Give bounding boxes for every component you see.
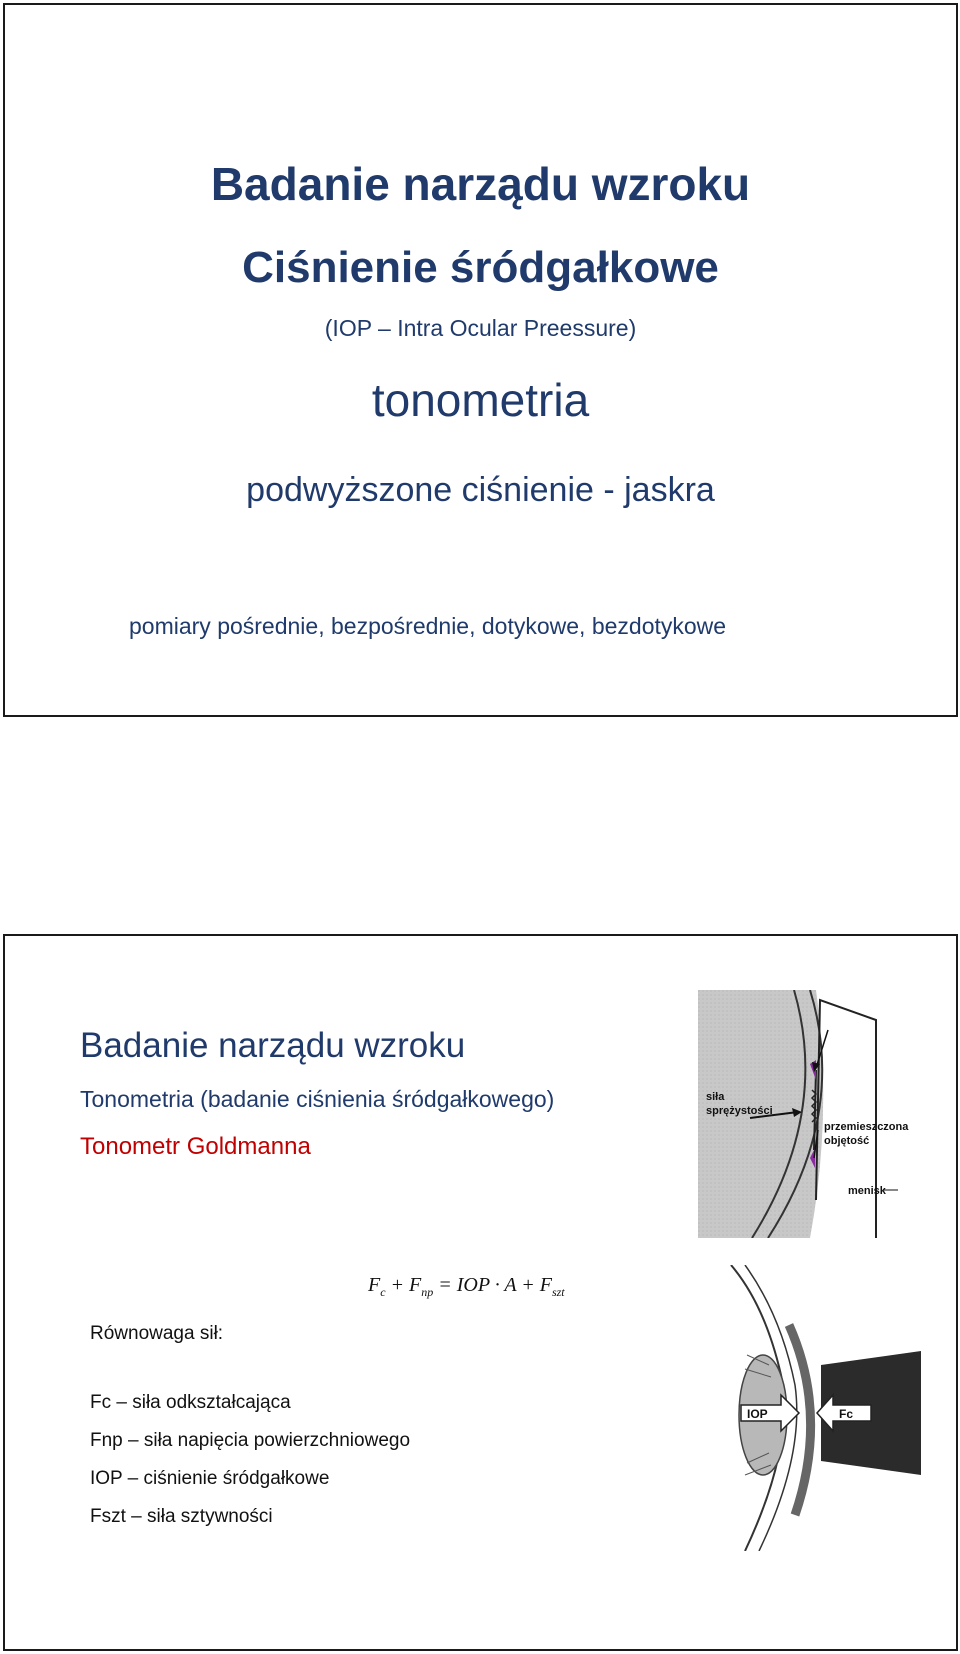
definition-fc: Fc – siła odkształcająca <box>90 1392 291 1413</box>
iop-label: IOP <box>747 1407 768 1421</box>
label-objetosc: objętość <box>824 1135 870 1147</box>
slide1-subtitle: Ciśnienie śródgałkowe <box>242 243 719 292</box>
fc-label: Fc <box>839 1407 854 1421</box>
slide-1 <box>3 3 958 717</box>
slide2-red-heading: Tonometr Goldmanna <box>80 1133 311 1160</box>
label-menisk: menisk <box>848 1185 886 1197</box>
equilibrium-formula: $F_c + F_{np}$ = IOP · $A + F_{szt}$ <box>368 1274 565 1299</box>
definition-fnp: Fnp – siła napięcia powierzchniowego <box>90 1430 411 1451</box>
slide-2 <box>3 934 958 1651</box>
slide1-title: Badanie narządu wzroku <box>210 158 751 210</box>
slide1-paren: (IOP – Intra Ocular Preessure) <box>324 315 637 341</box>
label-sila: siła <box>706 1091 725 1103</box>
definitions-list <box>90 1384 410 1536</box>
goldmann-contact-diagram <box>698 990 922 1238</box>
slide2-title: Badanie narządu wzroku <box>80 1026 466 1065</box>
balance-label: Równowaga sił: <box>90 1323 224 1344</box>
definition-fszt: Fszt – siła sztywności <box>90 1506 273 1527</box>
slide1-elevated: podwyższone ciśnienie - jaskra <box>246 471 715 509</box>
label-sprezystosci: sprężystości <box>706 1105 773 1117</box>
slide2-subtitle: Tonometria (badanie ciśnienia śródgałkowego) <box>80 1086 555 1112</box>
eye-tonometer-diagram <box>725 1265 921 1551</box>
label-przemieszczona: przemieszczona <box>824 1121 909 1133</box>
slide1-measurements: pomiary pośrednie, bezpośrednie, dotykowe, bezdotykowe <box>129 613 727 639</box>
slide1-tonometry: tonometria <box>371 374 590 426</box>
definition-iop: IOP – ciśnienie śródgałkowe <box>90 1468 330 1489</box>
